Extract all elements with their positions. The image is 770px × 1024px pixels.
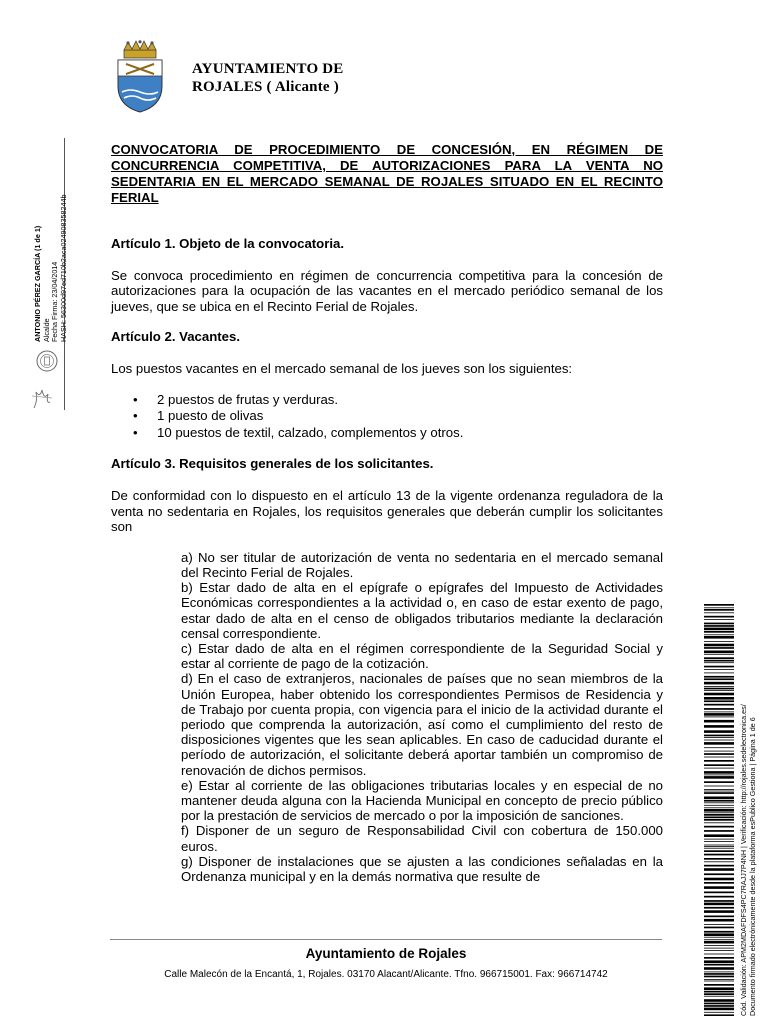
- barcode-bar: [704, 996, 734, 997]
- barcode-bar: [704, 812, 734, 813]
- barcode-bar: [704, 991, 734, 993]
- coat-of-arms-logo: [112, 40, 168, 114]
- footer-address: Calle Malecón de la Encantá, 1, Rojales. 03170 Alacant/Alicante. Tfno. 966715001. Fax: 966714742: [164, 969, 608, 980]
- barcode-bar: [704, 948, 734, 949]
- barcode-bar: [704, 937, 734, 938]
- barcode-bar: [704, 747, 734, 748]
- barcode-bar: [704, 873, 734, 875]
- document-body: [111, 142, 663, 884]
- barcode-bar: [704, 979, 734, 980]
- barcode-bar: [704, 848, 734, 849]
- barcode-bar: [704, 973, 734, 975]
- barcode-bar: [704, 954, 734, 955]
- barcode-bar: [704, 666, 734, 668]
- barcode-bar: [704, 690, 734, 691]
- validation-text: [739, 704, 757, 1016]
- barcode-bar: [704, 993, 734, 995]
- barcode-bar: [704, 941, 734, 944]
- article-1-text: Se convoca procedimiento en régimen de concurrencia competitiva para la concesión de autorizaciones para la ocupación de las vacantes en el mercado periódico semanal de los jueves, que se ubica en el Recinto Ferial de Rojales.: [111, 267, 663, 314]
- document-title: CONVOCATORIA DE PROCEDIMIENTO DE CONCESIÓN, EN RÉGIMEN DE CONCURRENCIA COMPETITIVA, DE AUTORIZACIONES PARA LA VENTA NO SEDENTARIA EN EL MERCADO SEMANAL DE ROJALES SITUADO EN EL RECINTO FERIAL: [111, 142, 663, 205]
- signer-name: ANTONIO PÉREZ GARCÍA (1 de 1): [33, 225, 42, 342]
- barcode-bar: [704, 960, 734, 963]
- barcode-bar: [704, 797, 734, 800]
- digital-signature-block: [34, 182, 68, 342]
- official-seal-icon: [36, 350, 58, 372]
- barcode-bar: [704, 693, 734, 696]
- barcode-bar: [704, 662, 734, 663]
- barcode-bar: [704, 636, 734, 639]
- barcode-bar: [704, 861, 734, 862]
- barcode-bar: [704, 676, 734, 678]
- barcode-bar: [704, 660, 734, 662]
- requirement-item: c) Estar dado de alta en el régimen correspondiente de la Seguridad Social y estar al corriente de pago de la cotización.: [181, 640, 663, 672]
- barcode-bar: [704, 735, 734, 737]
- barcode-bar: [704, 964, 734, 966]
- barcode-bar: [704, 742, 734, 745]
- barcode-bar: [704, 892, 734, 894]
- barcode-bar: [704, 604, 734, 606]
- org-line-1: AYUNTAMIENTO DE: [192, 61, 344, 77]
- barcode-bar: [704, 896, 734, 898]
- barcode-bar: [704, 976, 734, 978]
- barcode-bar: [704, 910, 734, 913]
- barcode-bar: [704, 945, 734, 946]
- article-1-heading: Artículo 1. Objeto de la convocatoria.: [111, 236, 345, 251]
- barcode-bar: [704, 760, 734, 762]
- requirements-list: [181, 550, 663, 884]
- barcode-bar: [704, 1008, 734, 1011]
- article-3-text: De conformidad con lo dispuesto en el artículo 13 de la vigente ordenanza reguladora de la venta no sedentaria en Rojales, los requisitos generales que deberán cumplir los solicitantes son: [111, 487, 663, 535]
- list-item: • 1 puesto de olivas: [133, 408, 663, 425]
- requirement-item: b) Estar dado de alta en el epígrafe o epígrafes del Impuesto de Actividades Económicas correspondientes a la actividad o, en caso de estar exento de pago, estar dado de alta en el censo de obligados tributarios mediante la declaración censal correspondiente.: [181, 580, 663, 641]
- barcode-bar: [704, 619, 734, 620]
- barcode-bar: [704, 822, 734, 823]
- barcode-bar: [704, 819, 734, 821]
- barcode-bar: [704, 688, 734, 690]
- requirement-item: e) Estar al corriente de las obligaciones tributarias locales y en especial de no mantener deuda alguna con la Hacienda Municipal en concepto de precio público por la prestación de servicios de mercado o por la imposición de sanciones.: [181, 777, 663, 824]
- barcode-bar: [704, 868, 734, 871]
- barcode-bar: [704, 730, 734, 733]
- barcode-bar: [704, 673, 734, 674]
- barcode-bar: [704, 753, 734, 755]
- barcode-bar: [704, 623, 734, 625]
- barcode-bar: [704, 903, 734, 906]
- barcode-bar: [704, 850, 734, 852]
- barcode-bar: [704, 886, 734, 889]
- requirement-item: f) Disponer de un seguro de Responsabilidad Civil con cobertura de 150.000 euros.: [181, 823, 663, 854]
- barcode-bar: [704, 669, 734, 670]
- barcode-bar: [704, 999, 734, 1002]
- barcode-bar: [704, 634, 734, 635]
- barcode-bar: [704, 957, 734, 959]
- requirement-item: d) En el caso de extranjeros, nacionales de países que no sean miembros de la Unión Europea, haber obtenido los correspondientes Permisos de Residencia y de Trabajo por cuenta propia, con vigencia para el inicio de la actividad durante el periodo que comprenda la autorización, así como el cumplimiento del resto de disposiciones vigentes que les sean aplicables. En caso de caducidad durante el período de autorización, el solicitante deberá aportar también un compromiso de renovación de dichos permisos.: [181, 671, 663, 778]
- barcode-bar: [704, 713, 734, 716]
- barcode-bar: [704, 757, 734, 758]
- barcode-bar: [704, 651, 734, 654]
- barcode-bar: [704, 647, 734, 649]
- barcode-bar: [704, 826, 734, 828]
- barcode-bar: [704, 841, 734, 842]
- barcode-bar: [704, 830, 734, 832]
- barcode-bar: [704, 776, 734, 779]
- barcode-bar: [704, 878, 734, 881]
- barcode-bar: [704, 931, 734, 933]
- barcode-bar: [704, 972, 734, 973]
- barcode-bar: [704, 631, 734, 633]
- municipality-name: [192, 60, 344, 96]
- barcode-bar: [704, 697, 734, 700]
- barcode-bar: [704, 764, 734, 766]
- barcode-bar: [704, 854, 734, 856]
- barcode-bar: [704, 682, 734, 685]
- barcode-bar: [704, 609, 734, 611]
- barcode-bar: [704, 981, 734, 982]
- barcode-bar: [704, 839, 734, 840]
- barcode-bar: [704, 916, 734, 918]
- barcode-bar: [704, 792, 734, 794]
- vacancies-list: [111, 392, 663, 442]
- barcode-bar: [704, 984, 734, 986]
- signer-role: Alcalde: [41, 318, 51, 342]
- barcode-bar: [704, 900, 734, 902]
- barcode-bar: [704, 807, 734, 808]
- barcode-bar: [704, 751, 734, 752]
- barcode-bar: [704, 814, 734, 816]
- barcode-bar: [704, 1014, 734, 1016]
- barcode-bar: [704, 805, 734, 806]
- barcode-bar: [704, 987, 734, 990]
- barcode-bar: [704, 781, 734, 783]
- barcode-bar: [704, 607, 734, 608]
- requirement-item: a) No ser titular de autorización de venta no sedentaria en el mercado semanal del Recinto Ferial de Rojales.: [181, 549, 663, 580]
- barcode-bar: [704, 967, 734, 970]
- barcode-bar: [704, 1003, 734, 1005]
- article-2-heading: Artículo 2. Vacantes.: [111, 329, 240, 345]
- validation-code-line: Cód. Validación: APM2MDAFDFS4PC7RAJJ7P4NH | Verificación: http://rojales.sedelectronica.es/: [739, 704, 748, 1016]
- barcode-bar: [704, 641, 734, 642]
- barcode-bar: [704, 933, 734, 936]
- barcode-bar: [704, 708, 734, 710]
- barcode-bar: [704, 907, 734, 909]
- barcode-bar: [704, 950, 734, 951]
- barcode-bar: [704, 775, 734, 776]
- barcode-bar: [704, 939, 734, 940]
- barcode-bar: [704, 737, 734, 738]
- barcode-bar: [704, 802, 734, 803]
- barcode-bar: [704, 628, 734, 631]
- barcode-bar: [704, 657, 734, 659]
- barcode-bar: [704, 919, 734, 922]
- list-item: • 10 puestos de textil, calzado, complementos y otros.: [133, 425, 663, 442]
- signature-date: Fecha Firma: 23/04/2014: [50, 261, 60, 342]
- footer-divider: [110, 939, 662, 940]
- article-2-text: Los puestos vacantes en el mercado semanal de los jueves son los siguientes:: [111, 360, 573, 376]
- barcode-bar: [704, 882, 734, 884]
- barcode-bar: [704, 786, 734, 787]
- barcode-bar: [704, 720, 734, 723]
- barcode-bar: [704, 725, 734, 728]
- barcode-bar: [704, 678, 734, 680]
- barcode-bar: [704, 817, 734, 819]
- barcode-bar: [704, 924, 734, 925]
- barcode-bar: [704, 740, 734, 741]
- barcode-bar: [704, 1005, 734, 1007]
- barcode-bar: [704, 858, 734, 860]
- barcode-bar: [704, 789, 734, 790]
- barcode-bar: [704, 1012, 734, 1013]
- barcode-bar: [704, 845, 734, 846]
- list-item: • 2 puestos de frutas y verduras.: [133, 392, 663, 409]
- validation-platform-line: Documento firmado electrónicamente desde la plataforma esPublico Gestiona | Página 1 de 6: [748, 717, 757, 1016]
- article-3-heading: Artículo 3. Requisitos generales de los solicitantes.: [111, 456, 434, 472]
- barcode-bar: [704, 625, 734, 627]
- barcode-bar: [704, 791, 734, 792]
- barcode-bar: [704, 612, 734, 613]
- barcode-bar: [704, 686, 734, 687]
- barcode-bar: [704, 654, 734, 655]
- barcode-bar: [704, 800, 734, 802]
- barcode-bar: [704, 927, 734, 929]
- barcode-bar: [704, 834, 734, 837]
- org-line-2: ROJALES ( Alicante ): [192, 79, 339, 95]
- requirement-item: g) Disponer de instalaciones que se ajusten a las condiciones señaladas en la Ordenanza municipal y en la demás normativa que resulte de: [181, 853, 663, 884]
- handwritten-signature-mark: [30, 382, 54, 412]
- barcode-bar: [704, 865, 734, 867]
- barcode-bar: [704, 704, 734, 706]
- footer-org-name: Ayuntamiento de Rojales: [305, 946, 467, 961]
- barcode-bar: [704, 846, 734, 847]
- barcode-bar: [704, 771, 734, 774]
- barcode-bar: [704, 717, 734, 718]
- barcode-bar: [704, 768, 734, 769]
- signature-hash: HASH: 56300d97ed710b2aca024908358244b: [58, 194, 68, 342]
- barcode-bar: [704, 809, 734, 812]
- barcode-bar: [704, 644, 734, 647]
- barcode-bar: [704, 700, 734, 702]
- validation-barcode: [704, 604, 734, 1016]
- barcode-bar: [704, 616, 734, 618]
- barcode-bar: [704, 712, 734, 713]
